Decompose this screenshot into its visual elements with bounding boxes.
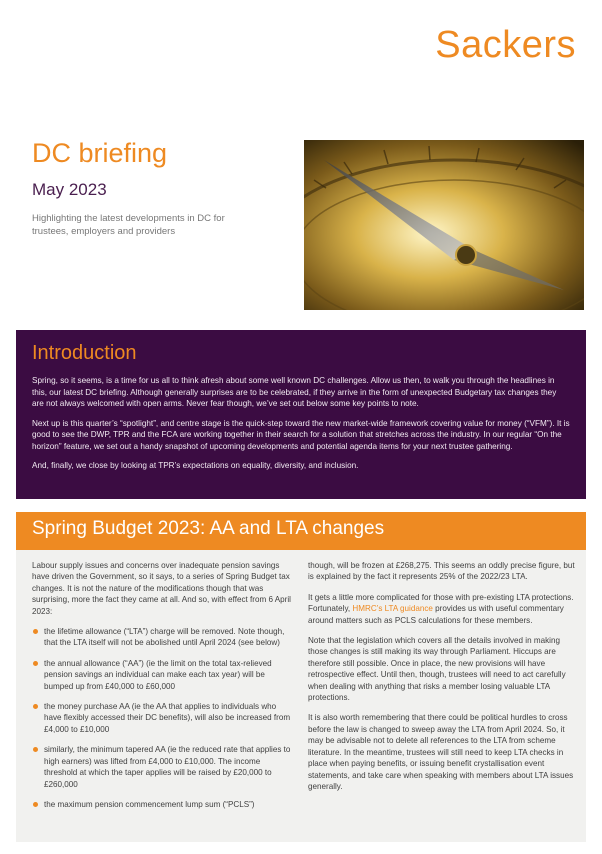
bullet-list xyxy=(32,626,294,810)
body-paragraph: It is also worth remembering that there could be political hurdles to cross before the law is changed to sweep away the LTA from April 2024. So, it may be advisable not to delete all references to the LTA from scheme literature. In the meantime, trustees will still need to keep LTA checks in place when paying benefits, or issuing benefit crystallisation event statements, and take care when speaking with members about LTA issues generally. xyxy=(308,713,574,791)
list-item: similarly, the minimum tapered AA (ie the reduced rate that applies to high earners) was lifted from £4,000 to £10,000. The income threshold at which the taper applies will be raised by £20,000 to £260,000 xyxy=(32,744,294,790)
list-item: the money purchase AA (ie the AA that applies to individuals who have flexibly accessed their DC benefits), will also be increased from £4,000 to £10,000 xyxy=(32,701,294,735)
hmrc-lta-guidance-link[interactable]: HMRC’s LTA guidance xyxy=(352,604,433,614)
bullet-icon xyxy=(33,704,38,709)
body-paragraph: though, will be frozen at £268,275. This seems an oddly precise figure, but is explained by the fact it represents 25% of the 2022/23 LTA. xyxy=(308,561,575,582)
list-item: the annual allowance (“AA”) (ie the limit on the total tax-relieved pension savings an individual can make each tax year) will be bumped up from £40,000 to £60,000 xyxy=(32,658,294,692)
tagline: Highlighting the latest developments in DC for trustees, employers and providers xyxy=(32,213,225,237)
compass-image xyxy=(304,140,584,310)
intro-paragraph: And, finally, we close by looking at TPR’s expectations on equality, diversity, and inclusion. xyxy=(32,461,359,470)
spring-budget-header xyxy=(16,512,586,550)
sackers-logo: Sackers xyxy=(435,24,576,66)
introduction-section xyxy=(16,330,586,499)
page-title: DC briefing xyxy=(32,138,168,168)
bullet-icon xyxy=(33,802,38,807)
body-paragraph: It gets a little more complicated for those with pre-existing LTA protections. Fortunately, HMRC’s LTA guidance provides us with useful commentary around matters such as PCLS calculations for these members. xyxy=(308,592,574,625)
issue-date: May 2023 xyxy=(32,180,107,199)
right-column xyxy=(308,560,576,801)
compass-illustration xyxy=(304,140,584,310)
body-paragraph: Labour supply issues and concerns over inadequate pension savings have driven the Government, so it says, to a series of Spring Budget tax changes. It is not the nature of the modifications though that was surprising, more the fact they came at all. And so, with effect from 6 April 2023: xyxy=(32,561,291,616)
spring-budget-heading: Spring Budget 2023: AA and LTA changes xyxy=(32,518,385,539)
list-item: the lifetime allowance (“LTA”) charge will be removed. Note though, that the LTA itself will not be abolished until April 2024 (see below) xyxy=(32,626,294,649)
list-item: the maximum pension commencement lump sum (“PCLS”) xyxy=(32,799,294,810)
bullet-icon xyxy=(33,629,38,634)
left-column xyxy=(32,560,294,819)
bullet-icon xyxy=(33,747,38,752)
intro-paragraph: Spring, so it seems, is a time for us all to think afresh about some well known DC challenges. Allow us then, to walk you through the headlines in this, our latest DC briefing. Although generally surprises are to be celebrated, if they arrive in the form of unexpected Budgetary tax changes they are not always welcomed with open arms. Never fear though, we’ve set out below some key points to note. xyxy=(32,376,557,408)
introduction-heading: Introduction xyxy=(32,342,137,364)
body-paragraph: Note that the legislation which covers all the details involved in making those changes is still making its way through Parliament. Hiccups are therefore still possible. Once in place, the new provisions will have retrospective effect. Until then, though, trustees will need to act carefully when dealing with anything that risks a member losing valuable LTA protections. xyxy=(308,636,566,703)
intro-paragraph: Next up is this quarter’s “spotlight”, and centre stage is the quick-step toward the new market-wide framework covering value for money (“VFM”). It is good to see the DWP, TPR and the FCA are working together in their search for a solution that stretches across the industry. In our regular “On the horizon” feature, we set out a handy snapshot of upcoming developments and potential agenda items for your next trustee gathering. xyxy=(32,418,570,451)
bullet-icon xyxy=(33,661,38,666)
